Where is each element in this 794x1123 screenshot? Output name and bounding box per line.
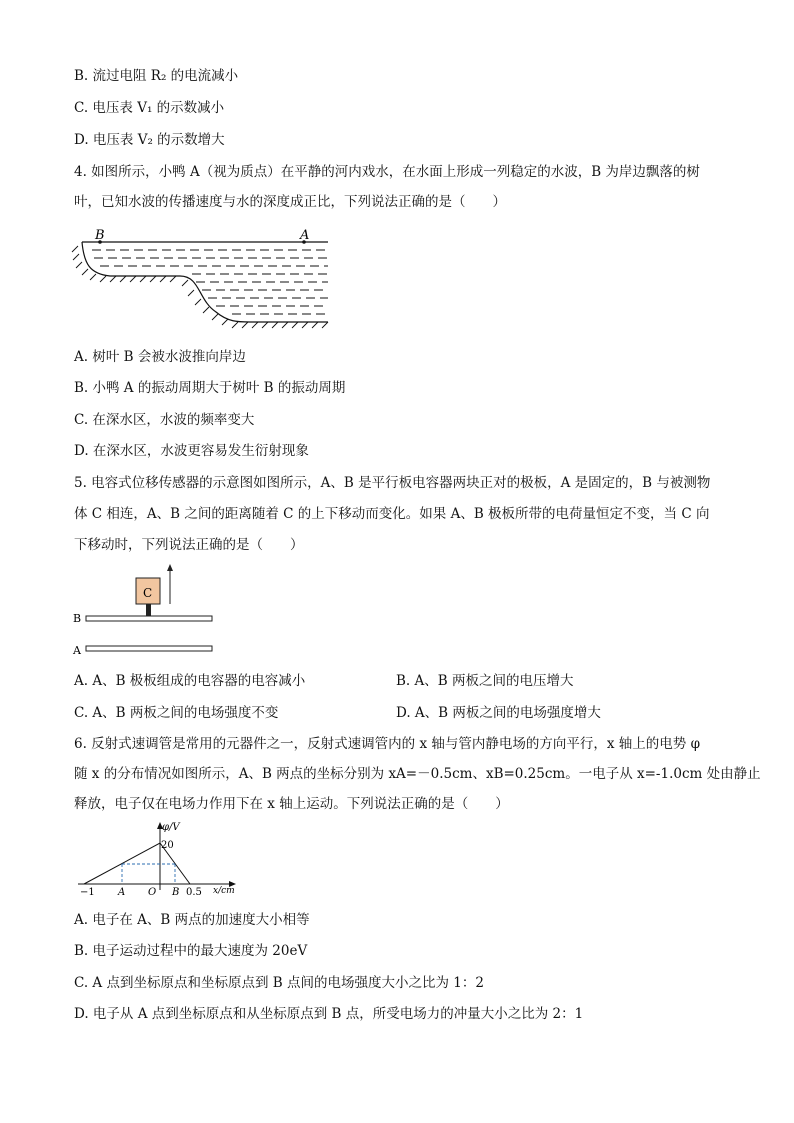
q6-option-d: D. 电子从 A 点到坐标原点和从坐标原点到 B 点，所受电场力的冲量大小之比为 2：1 xyxy=(74,1006,584,1022)
tick-b: B xyxy=(172,887,180,898)
q4-stem-line2: 叶，已知水波的传播速度与水的深度成正比，下列说法正确的是（ ） xyxy=(74,194,506,210)
y-peak-label: 20 xyxy=(161,840,174,851)
q6-option-b: B. 电子运动过程中的最大速度为 20eV xyxy=(74,943,308,959)
q3-option-c: C. 电压表 V₁ 的示数减小 xyxy=(74,100,225,116)
object-c-label: C xyxy=(143,586,153,600)
q3-option-b: B. 流过电阻 R₂ 的电流减小 xyxy=(74,68,239,84)
q4-option-b: B. 小鸭 A 的振动周期大于树叶 B 的振动周期 xyxy=(74,380,346,396)
q5-option-c: C. A、B 两板之间的电场强度不变 xyxy=(74,705,279,721)
plate-b xyxy=(86,616,212,621)
q6-stem-line3: 释放，电子仅在电场力作用下在 x 轴上运动。下列说法正确的是（ ） xyxy=(74,796,509,812)
plate-a-label: A xyxy=(73,644,81,657)
tick-a: A xyxy=(118,887,126,898)
q5-option-b: B. A、B 两板之间的电压增大 xyxy=(396,673,574,689)
q3-option-d: D. 电压表 V₂ 的示数增大 xyxy=(74,132,225,148)
plate-a xyxy=(86,646,212,651)
label-a: A xyxy=(300,228,310,243)
potential-graph xyxy=(74,818,244,898)
tick-minus1: −1 xyxy=(80,887,95,898)
q4-option-d: D. 在深水区，水波更容易发生衍射现象 xyxy=(74,443,309,459)
q5-stem-line1: 5. 电容式位移传感器的示意图如图所示，A、B 是平行板电容器两块正对的极板，A 是固定的，B 与被测物 xyxy=(74,475,711,491)
tick-o: O xyxy=(148,887,157,898)
river-diagram xyxy=(70,224,332,334)
label-b: B xyxy=(95,228,105,243)
q5-stem-line3: 下移动时，下列说法正确的是（ ） xyxy=(74,537,304,553)
q6-option-c: C. A 点到坐标原点和坐标原点到 B 点间的电场强度大小之比为 1：2 xyxy=(74,975,484,991)
q4-option-c: C. 在深水区，水波的频率变大 xyxy=(74,412,255,428)
q4-option-a: A. 树叶 B 会被水波推向岸边 xyxy=(74,349,246,365)
q6-stem-line1: 6. 反射式速调管是常用的元器件之一，反射式速调管内的 x 轴与管内静电场的方向平行，x 轴上的电势 φ xyxy=(74,736,701,752)
capacitor-sensor-diagram xyxy=(70,562,230,662)
x-axis-label: x/cm xyxy=(213,886,235,896)
q4-stem-line1: 4. 如图所示，小鸭 A（视为质点）在平静的河内戏水，在水面上形成一列稳定的水波，B 为岸边飘落的树 xyxy=(74,164,700,180)
arrow-up-icon xyxy=(167,564,173,571)
y-axis-label: φ/V xyxy=(162,822,180,833)
q6-stem-line2: 随 x 的分布情况如图所示，A、B 两点的坐标分别为 xA=－0.5cm、xB=0.25cm。一电子从 x=-1.0cm 处由静止 xyxy=(74,766,761,782)
tick-05: 0.5 xyxy=(186,887,202,898)
q5-option-a: A. A、B 极板组成的电容器的电容减小 xyxy=(74,673,306,689)
connector-rod xyxy=(146,604,151,616)
q5-option-d: D. A、B 两板之间的电场强度增大 xyxy=(396,705,601,721)
potential-curve xyxy=(84,843,190,884)
q6-option-a: A. 电子在 A、B 两点的加速度大小相等 xyxy=(74,912,310,928)
q5-stem-line2: 体 C 相连，A、B 之间的距离随着 C 的上下移动而变化。如果 A、B 极板所带的电荷量恒定不变，当 C 向 xyxy=(74,506,710,522)
plate-b-label: B xyxy=(73,612,82,625)
